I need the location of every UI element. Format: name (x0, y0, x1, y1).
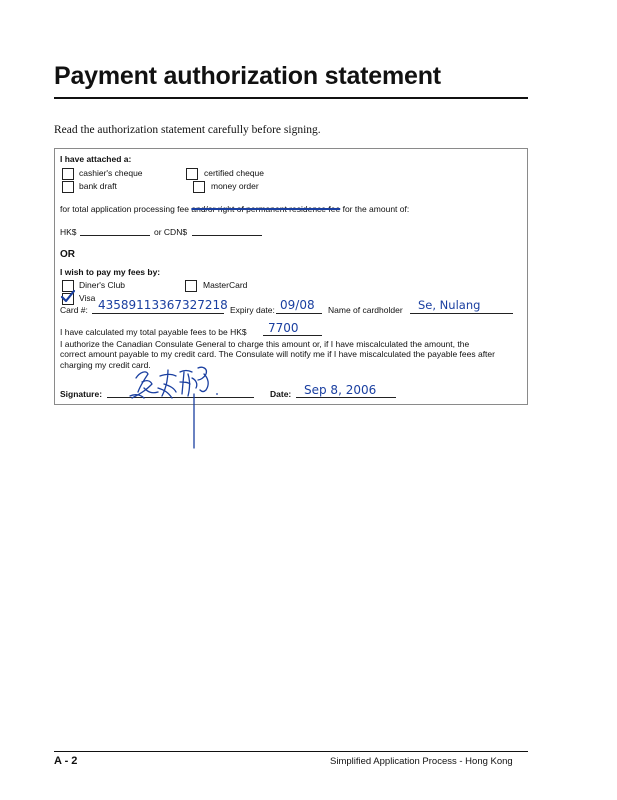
hk-label: HK$ (60, 227, 77, 237)
cashiers-cheque-checkbox[interactable] (62, 168, 74, 180)
diners-club-label: Diner's Club (79, 280, 126, 290)
page-title: Payment authorization statement (54, 62, 441, 90)
certified-cheque-checkbox[interactable] (186, 168, 198, 180)
card-number-field[interactable] (92, 313, 224, 314)
cashiers-cheque-label: cashier's cheque (79, 168, 143, 178)
page-number: A - 2 (54, 755, 78, 767)
visa-label: Visa (79, 293, 96, 303)
fee-text-after: for the amount of: (342, 204, 410, 214)
title-rule (54, 97, 528, 99)
total-value: 7700 (268, 321, 299, 335)
cardholder-field[interactable] (410, 313, 513, 314)
card-number-label: Card #: (60, 305, 88, 315)
authorize-line-1: I authorize the Canadian Consulate General to charge this amount or, if I have miscalculated the amount, the (60, 339, 470, 349)
card-number-value: 4358911336732721​8 (98, 298, 228, 312)
handwritten-signature (118, 358, 228, 452)
authorize-line-3: charging my credit card. (60, 360, 151, 370)
cdn-label: or CDN$ (154, 227, 188, 237)
check-mark-icon (60, 289, 76, 304)
footer-section-title: Simplified Application Process - Hong Kong (330, 756, 513, 767)
attached-heading: I have attached a: (60, 154, 132, 164)
cardholder-value: Se, Nulang (418, 298, 481, 312)
expiry-field[interactable] (276, 313, 322, 314)
bank-draft-checkbox[interactable] (62, 181, 74, 193)
mastercard-label: MasterCard (203, 280, 248, 290)
certified-cheque-label: certified cheque (204, 168, 265, 178)
total-label: I have calculated my total payable fees to be HK$ (60, 327, 247, 337)
fee-text-before: for total application processing fee (60, 204, 189, 214)
expiry-label: Expiry date: (230, 305, 275, 315)
signature-label: Signature: (60, 389, 103, 399)
mastercard-checkbox[interactable] (185, 280, 197, 292)
total-field[interactable] (263, 335, 322, 336)
cdn-amount-field[interactable] (192, 235, 262, 236)
or-label: OR (60, 249, 75, 260)
money-order-checkbox[interactable] (193, 181, 205, 193)
date-field[interactable] (296, 397, 396, 398)
authorize-line-2: correct amount payable to my credit card. The Consulate will notify me if I have miscalculated the payable fees after (60, 349, 495, 359)
date-value: Sep 8, 2006 (304, 383, 377, 397)
money-order-label: money order (211, 181, 259, 191)
date-label: Date: (270, 389, 292, 399)
fee-text-struck: and/or right of permanent residence fee (191, 204, 341, 214)
cardholder-label: Name of cardholder (328, 305, 403, 315)
instruction-text: Read the authorization statement carefully before signing. (54, 124, 321, 136)
expiry-value: 09/08 (280, 298, 315, 312)
bank-draft-label: bank draft (79, 181, 117, 191)
wish-heading: I wish to pay my fees by: (60, 267, 161, 277)
footer-rule (54, 751, 528, 752)
hk-amount-field[interactable] (80, 235, 150, 236)
fee-line (60, 205, 409, 214)
